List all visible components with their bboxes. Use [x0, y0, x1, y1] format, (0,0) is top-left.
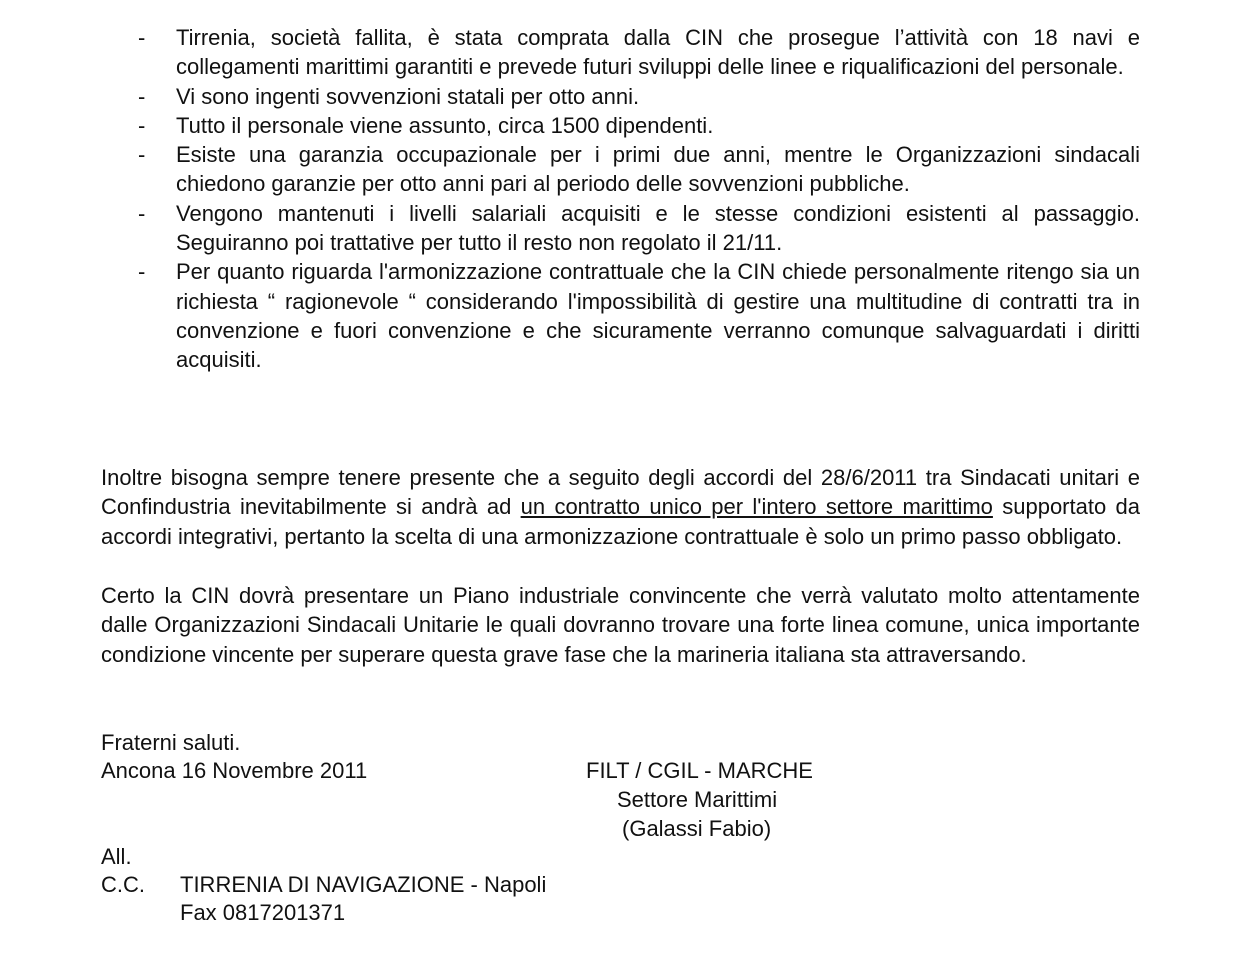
paragraph-agreements — [101, 463, 1140, 551]
bullet-dash: - — [138, 142, 146, 168]
paragraph-industrial-plan: Certo la CIN dovrà presentare un Piano industriale convincente che verrà valutato molto attentamente dalle Organizzazioni Sindacali Unitarie le quali dovranno trovare una forte linea comune, unica importante condizione vincente per superare questa grave fase che la marineria italiana sta attraversando. — [101, 583, 1140, 667]
bullet-dash: - — [138, 112, 146, 138]
cc-label: C.C. — [101, 872, 145, 897]
bullet-text: Vi sono ingenti sovvenzioni statali per otto anni. — [176, 83, 640, 109]
bullet-text: Vengono mantenuti i livelli salariali acquisiti e le stesse condizioni esistenti al passaggio. Seguiranno poi trattative per tutto il resto non regolato il 21/11. — [176, 200, 1140, 256]
closing-greeting: Fraterni saluti. — [101, 730, 241, 755]
bullet-item — [138, 111, 1140, 140]
signature-name: (Galassi Fabio) — [622, 816, 772, 841]
bullet-item — [138, 199, 1140, 258]
bullet-item — [138, 140, 1140, 199]
underlined-contract-text: un contratto unico per l'intero settore marittimo — [520, 494, 993, 520]
signature-department: Settore Marittimi — [617, 787, 778, 812]
bullet-text: Per quanto riguarda l'armonizzazione contrattuale che la CIN chiede personalmente ritengo sia un richiesta “ ragionevole “ considerando l'impossibilità di gestire una multitudine di contratti tra in convenzione e fuori convenzione e che sicuramente verranno comunque salvaguardati i diritti acquisiti. — [176, 259, 1140, 373]
bullet-item — [138, 257, 1140, 374]
cc-fax: Fax 0817201371 — [180, 900, 346, 925]
signature-org: FILT / CGIL - MARCHE — [586, 758, 813, 783]
paragraph-agreements-start: Inoltre bisogna sempre tenere presente che a seguito degli accordi del 28/6/2011 tra Sindacati unitari e Confindustria inevitabilmente si andrà ad — [101, 465, 1140, 520]
bullet-text: Esiste una garanzia occupazionale per i primi due anni, mentre le Organizzazioni sindacali chiedono garanzie per otto anni pari al periodo delle sovvenzioni pubbliche. — [176, 142, 1140, 197]
bullet-text: Tutto il personale viene assunto, circa 1500 dipendenti. — [176, 112, 714, 138]
bullet-list — [138, 23, 1140, 375]
bullet-dash: - — [138, 200, 146, 226]
bullet-dash: - — [138, 83, 146, 109]
bullet-item — [138, 82, 1140, 111]
bullet-item — [138, 23, 1140, 82]
place-date: Ancona 16 Novembre 2011 — [101, 758, 368, 783]
cc-recipient: TIRRENIA DI NAVIGAZIONE - Napoli — [180, 872, 547, 897]
bullet-text: Tirrenia, società fallita, è stata comprata dalla CIN che prosegue l’attività con 18 navi e collegamenti marittimi garantiti e prevede futuri sviluppi delle linee e riqualificazioni del personale. — [176, 25, 1140, 80]
paragraph-agreements-end: supportato da accordi integrativi, pertanto la scelta di una armonizzazione contrattuale è solo un primo passo obbligato. — [101, 494, 1140, 549]
bullet-dash: - — [138, 25, 146, 50]
attachments-label: All. — [101, 844, 132, 869]
bullet-dash: - — [138, 259, 146, 285]
